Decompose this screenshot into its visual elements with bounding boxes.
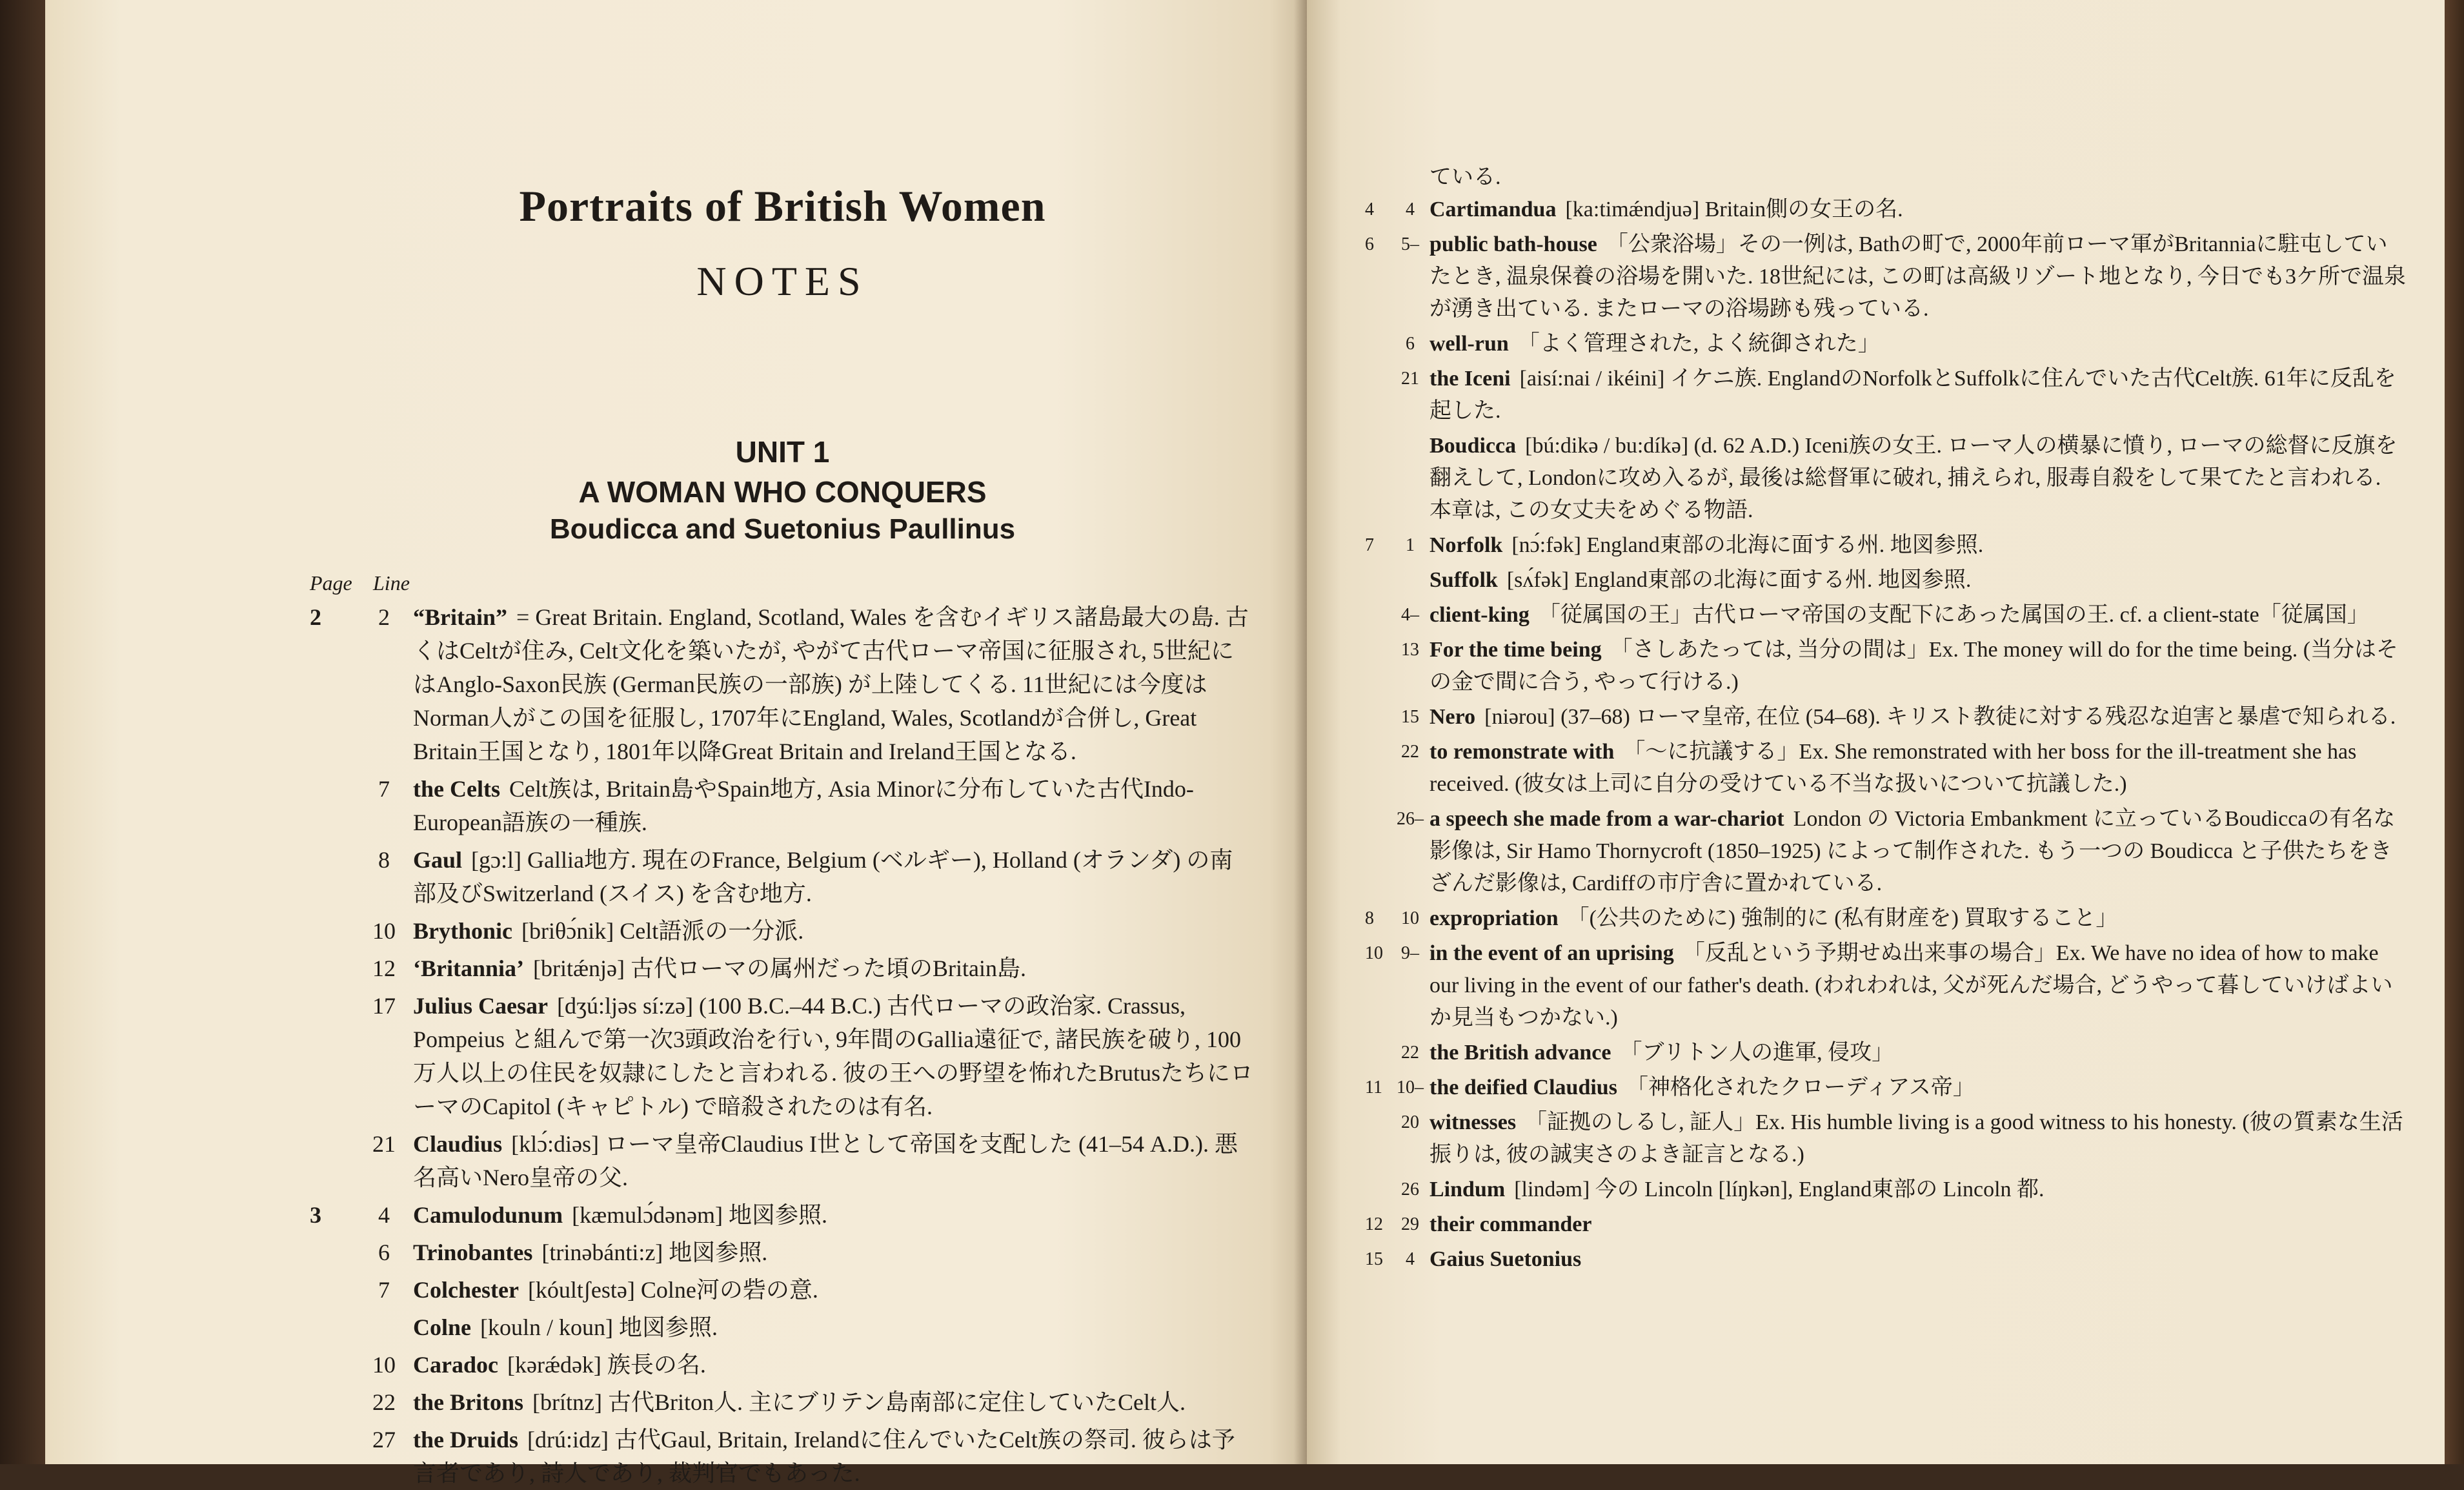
note-text: 「従属国の王」古代ローマ帝国の支配下にあった属国の王. cf. a client-state「従属国」	[1538, 603, 2369, 627]
note-body	[1429, 1072, 2406, 1104]
note-body	[1429, 1243, 2406, 1276]
note-text: 「〜に抗議する」Ex. She remonstrated with her boss for the ill-treatment she has received. (彼女は上司に自分の受けている不当な扱いについて抗議した.)	[1429, 740, 2357, 796]
note-body	[413, 1198, 1255, 1232]
unit-header	[310, 434, 1255, 546]
note-entry	[310, 1198, 1255, 1232]
continuation-text: ている.	[1429, 165, 1501, 189]
note-body	[1429, 194, 2406, 226]
note-page-number	[1365, 803, 1391, 900]
unit-subtitle: Boudicca and Suetonius Paullinus	[549, 513, 1016, 545]
note-page-number: 8	[1365, 908, 1374, 928]
note-line-number	[1391, 564, 1429, 597]
note-line-number: 4	[1406, 1249, 1415, 1269]
note-page-number	[310, 1348, 355, 1382]
note-body	[1429, 1107, 2406, 1171]
note-text: [aisí:nai / ikéini] イケニ族. EnglandのNorfolkとSuffolkに住んでいた古代Celt族. 61年に反乱を起した.	[1429, 367, 2396, 423]
note-term: Nero	[1429, 705, 1476, 729]
note-body	[1429, 1174, 2406, 1206]
note-body	[413, 1423, 1255, 1490]
note-entry	[1365, 599, 2406, 631]
note-line-number: 5–	[1401, 234, 1419, 254]
note-entry	[1365, 194, 2406, 226]
note-text: 「証拠のしるし, 証人」Ex. His humble living is a good witness to his honesty. (彼の質素な生活振りは, 彼の誠実さのよき証言となる.)	[1429, 1110, 2403, 1167]
note-line-number	[355, 1311, 413, 1344]
wood-table-left	[0, 0, 45, 1464]
note-text: London の Victoria Embankment に立っているBoudiccaの有名な影像は, Sir Hamo Thornycroft (1850–1925) によって制作された. もう一つの Boudicca と子供たちをきざんだ影像は, Cardiffの市庁舎に置かれている.	[1429, 807, 2396, 895]
column-headers	[310, 571, 1255, 595]
note-line-number: 13	[1401, 640, 1419, 660]
note-entry	[1365, 328, 2406, 360]
note-body	[1429, 937, 2406, 1034]
note-line-number: 22	[1401, 742, 1419, 762]
note-text: [niərou] (37–68) ローマ皇帝, 在位 (54–68). キリスト教徒に対する残忍な迫害と暴虐で知られる.	[1484, 705, 2396, 729]
note-page-number	[310, 1127, 355, 1194]
note-page-number	[1365, 363, 1391, 427]
note-line-number: 20	[1401, 1112, 1419, 1132]
note-term: well-run	[1429, 332, 1509, 356]
note-text: [drú:idz] 古代Gaul, Britain, Irelandに住んでいたCelt族の祭司. 彼らは予言者であり, 詩人であり, 裁判官でもあった.	[413, 1427, 1235, 1486]
note-page-number	[1365, 701, 1391, 733]
note-body	[1429, 701, 2406, 733]
note-page-number	[1365, 430, 1391, 527]
unit-number: UNIT 1	[735, 435, 830, 469]
note-term: Julius Caesar	[413, 993, 549, 1019]
note-line-number: 15	[1401, 707, 1419, 727]
note-line-number: 4–	[1401, 605, 1419, 625]
note-page-number: 7	[1365, 535, 1374, 555]
note-line-number: 2	[378, 604, 390, 630]
note-page-number	[1365, 328, 1391, 360]
note-term: Colne	[413, 1314, 471, 1340]
note-line-number: 17	[372, 993, 396, 1019]
note-entry	[310, 989, 1255, 1123]
note-page-number	[1365, 1174, 1391, 1206]
note-term: Cartimandua	[1429, 198, 1557, 221]
book-title: Portraits of British Women	[519, 181, 1046, 230]
note-page-number	[310, 1273, 355, 1307]
note-text: [nɔ́:fək] England東部の北海に面する州. 地図参照.	[1511, 533, 1984, 557]
note-term: the Druids	[413, 1427, 519, 1453]
note-entry	[1365, 1107, 2406, 1171]
note-text: [klɔ́:diəs] ローマ皇帝Claudius I世として帝国を支配した (41–54 A.D.). 悪名高いNero皇帝の父.	[413, 1131, 1238, 1190]
left-page	[45, 0, 1307, 1486]
note-body	[413, 952, 1255, 985]
note-page-number	[310, 1423, 355, 1490]
note-page-number: 4	[1365, 199, 1374, 219]
note-body	[1429, 903, 2406, 935]
note-text: 「神格化されたクローディアス帝」	[1626, 1076, 1975, 1099]
note-term: Brythonic	[413, 918, 513, 944]
note-body	[413, 989, 1255, 1123]
note-line-number: 21	[372, 1131, 396, 1157]
note-entry	[310, 914, 1255, 948]
note-term: in the event of an uprising	[1429, 941, 1674, 965]
note-body	[1429, 1037, 2406, 1069]
note-entry	[310, 1348, 1255, 1382]
note-line-number: 10–	[1397, 1077, 1424, 1097]
note-term: Claudius	[413, 1131, 503, 1157]
note-term: Colchester	[413, 1277, 519, 1303]
note-page-number	[1365, 599, 1391, 631]
note-body	[1429, 328, 2406, 360]
note-page-number: 3	[310, 1202, 321, 1228]
note-entry	[1365, 634, 2406, 699]
note-line-number: 4	[1406, 199, 1415, 219]
note-page-number	[310, 1311, 355, 1344]
note-entry	[1365, 903, 2406, 935]
note-page-number	[1365, 564, 1391, 597]
note-line-number: 4	[378, 1202, 390, 1228]
note-text: Celt族は, Britain島やSpain地方, Asia Minorに分布していた古代Indo-European語族の一種族.	[413, 776, 1194, 835]
note-text: 「反乱という予期せぬ出来事の場合」Ex. We have no idea of how to make our living in the event of our father's death. (われわれは, 父が死んだ場合, どうやって暮していけばよいか見当もつかない.)	[1429, 941, 2393, 1030]
note-page-number	[1365, 736, 1391, 801]
note-page-number: 11	[1365, 1077, 1382, 1097]
note-entry	[1365, 736, 2406, 801]
note-entry	[310, 1311, 1255, 1344]
note-page-number: 2	[310, 604, 321, 630]
note-line-number: 6	[378, 1240, 390, 1265]
note-entry	[1365, 430, 2406, 527]
note-text: [kóultʃestə] Colne河の砦の意.	[527, 1277, 818, 1303]
note-page-number	[310, 1385, 355, 1419]
note-entry	[310, 600, 1255, 768]
note-page-number	[1365, 634, 1391, 699]
note-term: their commander	[1429, 1212, 1592, 1236]
note-entry	[1365, 1037, 2406, 1069]
note-term: to remonstrate with	[1429, 740, 1615, 764]
notes-heading: NOTES	[696, 258, 869, 304]
note-term: expropriation	[1429, 906, 1559, 930]
note-term: public bath-house	[1429, 232, 1597, 256]
note-body	[413, 1273, 1255, 1307]
note-text: [kərǽdək] 族長の名.	[507, 1352, 706, 1378]
note-line-number: 9–	[1401, 943, 1419, 963]
note-body	[1429, 1209, 2406, 1241]
note-entry	[1365, 229, 2406, 325]
note-term: Trinobantes	[413, 1240, 533, 1265]
unit-title: A WOMAN WHO CONQUERS	[578, 475, 987, 509]
note-text: 「(公共のために) 強制的に (私有財産を) 買取すること」	[1567, 906, 2118, 930]
note-body	[1429, 803, 2406, 900]
note-entry	[310, 1423, 1255, 1490]
note-body	[413, 914, 1255, 948]
note-term: “Britain”	[413, 604, 508, 630]
note-body	[413, 1236, 1255, 1269]
note-term: the Iceni	[1429, 367, 1511, 391]
note-line-number	[1391, 430, 1429, 527]
note-text: [bú:dikə / bu:díkə] (d. 62 A.D.) Iceni族の女王. ローマ人の横暴に憤り, ローマの総督に反旗を翻えして, Londonに攻め入るが, 最後は総督軍に破れ, 捕えられ, 服毒自殺をして果てたと言われる. 本章は, この女丈夫をめぐる物語.	[1429, 434, 2398, 522]
note-text: [britǽnjə] 古代ローマの属州だった頃のBritain島.	[533, 955, 1026, 981]
note-text: [kæmulɔ́dənəm] 地図参照.	[572, 1202, 828, 1228]
note-text: [sʌ́fək] England東部の北海に面する州. 地図参照.	[1506, 568, 1972, 592]
note-body	[1429, 363, 2406, 427]
note-term: Gaul	[413, 847, 463, 873]
right-notes-list	[1365, 194, 2406, 1276]
note-line-number: 10	[372, 1352, 396, 1378]
note-body	[1429, 634, 2406, 699]
note-text: 「ブリトン人の進軍, 侵攻」	[1620, 1041, 1894, 1065]
note-text: [dʒú:ljəs sí:zə] (100 B.C.–44 B.C.) 古代ローマの政治家. Crassus, Pompeius と組んで第一次3頭政治を行い, 9年間のGallia遠征で, 諸民族を破り, 100万人以上の住民を奴隷にしたと言われる. 彼の王への野望を怖れたBrutusたちにローマのCapitol (キャピトル) で暗殺されたのは有名.	[413, 993, 1254, 1119]
note-line-number: 26–	[1397, 809, 1424, 829]
note-page-number	[310, 914, 355, 948]
note-entry	[1365, 803, 2406, 900]
note-page-number	[310, 989, 355, 1123]
note-line-number: 8	[378, 847, 390, 873]
note-term: Caradoc	[413, 1352, 498, 1378]
note-entry	[1365, 701, 2406, 733]
note-entry	[310, 1127, 1255, 1194]
note-body	[413, 1311, 1255, 1344]
note-page-number	[310, 772, 355, 839]
note-term: For the time being	[1429, 638, 1602, 662]
line-column-header: Line	[373, 571, 410, 595]
note-body	[1429, 529, 2406, 562]
note-body	[413, 772, 1255, 839]
note-term: witnesses	[1429, 1110, 1517, 1134]
note-term: the Britons	[413, 1389, 523, 1415]
note-line-number: 27	[372, 1427, 396, 1453]
note-entry	[1365, 1209, 2406, 1241]
note-term: Lindum	[1429, 1178, 1506, 1201]
note-line-number: 7	[378, 1277, 390, 1303]
note-text: [kouln / koun] 地図参照.	[480, 1314, 718, 1340]
note-body	[413, 1385, 1255, 1419]
wood-table-right	[2445, 0, 2464, 1464]
page-column-header: Page	[310, 571, 352, 595]
note-entry	[310, 1273, 1255, 1307]
note-term: the deified Claudius	[1429, 1076, 1617, 1099]
note-line-number: 10	[1401, 908, 1419, 928]
right-page	[1307, 0, 2445, 1464]
note-entry	[1365, 937, 2406, 1034]
note-page-number	[310, 1236, 355, 1269]
note-body	[1429, 229, 2406, 325]
note-entry	[1365, 1174, 2406, 1206]
note-term: Norfolk	[1429, 533, 1503, 557]
note-page-number	[1365, 1037, 1391, 1069]
note-text: [trinəbánti:z] 地図参照.	[541, 1240, 768, 1265]
left-notes-list	[310, 600, 1255, 1490]
note-line-number: 29	[1401, 1214, 1419, 1234]
note-entry	[1365, 529, 2406, 562]
note-page-number: 12	[1365, 1214, 1383, 1234]
note-line-number: 7	[378, 776, 390, 802]
note-entry	[1365, 1243, 2406, 1276]
note-page-number	[310, 843, 355, 910]
note-text: [brítnz] 古代Briton人. 主にブリテン島南部に定住していたCelt人.	[532, 1389, 1186, 1415]
note-line-number: 12	[372, 955, 396, 981]
note-term: Suffolk	[1429, 568, 1498, 592]
note-text: 「さしあたっては, 当分の間は」Ex. The money will do for the time being. (当分はその金で間に合う, やって行ける.)	[1429, 638, 2399, 694]
note-term: the Celts	[413, 776, 500, 802]
note-term: the British advance	[1429, 1041, 1611, 1065]
note-term: a speech she made from a war-chariot	[1429, 807, 1784, 831]
note-line-number: 22	[372, 1389, 396, 1415]
note-line-number: 22	[1401, 1043, 1419, 1063]
note-line-number: 26	[1401, 1179, 1419, 1199]
note-body	[1429, 430, 2406, 527]
note-page-number	[310, 952, 355, 985]
note-term: ‘Britannia’	[413, 955, 525, 981]
note-entry	[310, 1385, 1255, 1419]
note-text: [lindəm] 今の Lincoln [líŋkən], England東部の Lincoln 都.	[1514, 1178, 2045, 1201]
note-line-number: 6	[1406, 334, 1415, 354]
note-text: 「公衆浴場」その一例は, Bathの町で, 2000年前ローマ軍がBritanniaに駐屯していたとき, 温泉保養の浴場を開いた. 18世紀には, この町は高級リゾート地となり, 今日でも3ケ所で温泉が湧き出ている. またローマの浴場跡も残っている.	[1429, 232, 2406, 321]
note-body	[1429, 599, 2406, 631]
note-line-number: 21	[1401, 369, 1419, 389]
note-page-number: 10	[1365, 943, 1383, 963]
note-text: 「よく管理された, よく統御された」	[1517, 332, 1880, 356]
note-term: client-king	[1429, 603, 1530, 627]
note-entry	[1365, 564, 2406, 597]
note-entry	[310, 952, 1255, 985]
note-body	[413, 1127, 1255, 1194]
note-term: Gaius Suetonius	[1429, 1247, 1582, 1271]
note-body	[413, 1348, 1255, 1382]
note-page-number: 6	[1365, 234, 1374, 254]
note-entry	[310, 1236, 1255, 1269]
note-body	[1429, 736, 2406, 801]
note-entry	[1365, 1072, 2406, 1104]
note-text: [briθɔ́nik] Celt語派の一分派.	[521, 918, 804, 944]
note-body	[413, 843, 1255, 910]
note-term: Camulodunum	[413, 1202, 563, 1228]
note-page-number	[1365, 1107, 1391, 1171]
note-text: [gɔ:l] Gallia地方. 現在のFrance, Belgium (ベルギー), Holland (オランダ) の南部及びSwitzerland (スイス) を含む地方.	[413, 847, 1233, 906]
note-line-number: 10	[372, 918, 396, 944]
note-text: [ka:timǽndjuə] Britain側の女王の名.	[1565, 198, 1903, 221]
note-term: Boudicca	[1429, 434, 1517, 458]
note-line-number: 1	[1406, 535, 1415, 555]
note-body	[413, 600, 1255, 768]
note-page-number: 15	[1365, 1249, 1383, 1269]
note-entry	[1365, 363, 2406, 427]
note-entry	[310, 772, 1255, 839]
note-entry	[310, 843, 1255, 910]
note-text: = Great Britain. England, Scotland, Wales を含むイギリス諸島最大の島. 古くはCeltが住み, Celt文化を築いたが, やがて古代ローマ帝国に征服され, 5世紀にはAnglo-Saxon民族 (German民族の一部族) が上陸してくる. 11世紀には今度はNorman人がこの国を征服し, 1707年にEngland, Wales, Scotlandが合併し, Great Britain王国となり, 1801年以降Great Britain and Ireland王国となる.	[413, 604, 1249, 764]
note-body	[1429, 564, 2406, 597]
